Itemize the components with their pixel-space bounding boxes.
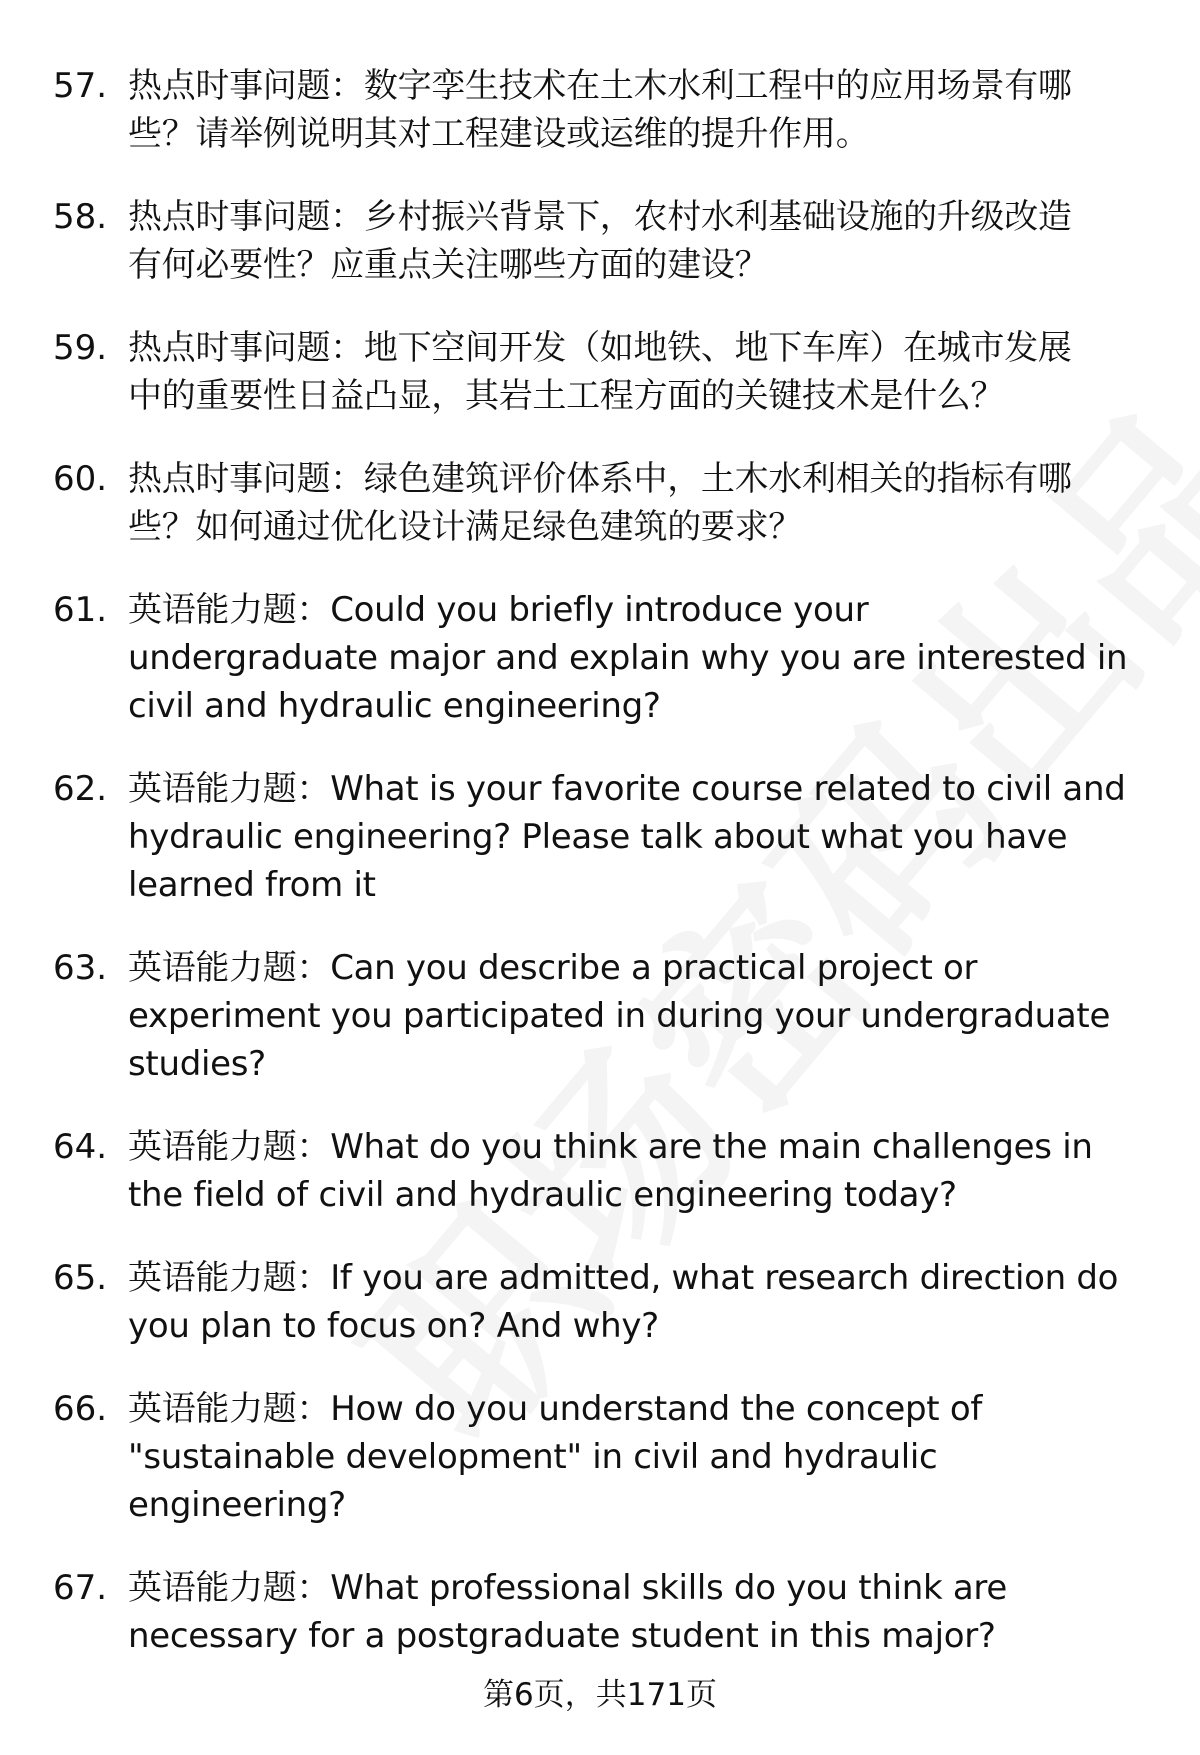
question-text (128, 1123, 1200, 1219)
question-item (0, 193, 1200, 289)
question-text-line: 英语能力题：What is your favorite course related to civil and (128, 769, 1126, 809)
question-text-line: 英语能力题：What professional skills do you think are (128, 1568, 1007, 1608)
question-text-line: 英语能力题：Could you briefly introduce your (128, 590, 869, 630)
question-item (0, 1385, 1200, 1529)
question-number: 61. (53, 590, 108, 630)
question-text-line: studies? (128, 1044, 266, 1084)
question-item (0, 1254, 1200, 1350)
question-number: 59. (53, 328, 108, 368)
question-text (128, 586, 1200, 730)
question-text-line: undergraduate major and explain why you are interested in (128, 638, 1128, 678)
question-item (0, 586, 1200, 730)
question-number: 62. (53, 769, 108, 809)
question-text-line: 中的重要性日益凸显，其岩土工程方面的关键技术是什么？ (128, 376, 1005, 416)
question-item (0, 455, 1200, 551)
question-item (0, 1564, 1200, 1660)
question-text-line: "sustainable development" in civil and hydraulic (128, 1437, 938, 1477)
question-text-line: 英语能力题：If you are admitted, what research direction do (128, 1258, 1119, 1298)
question-text-line: 英语能力题：How do you understand the concept of (128, 1389, 983, 1429)
question-text (128, 1254, 1200, 1350)
question-number: 60. (53, 459, 108, 499)
question-text-line: 热点时事问题：地下空间开发（如地铁、地下车库）在城市发展 (128, 328, 1072, 368)
question-text (128, 944, 1200, 1088)
question-text-line: the field of civil and hydraulic engineering today? (128, 1175, 957, 1215)
question-text-line: learned from it (128, 865, 376, 905)
question-item (0, 62, 1200, 158)
page-footer: 第6页，共171页 (483, 1677, 717, 1713)
question-text (128, 1385, 1200, 1529)
question-text-line: 些？请举例说明其对工程建设或运维的提升作用。 (128, 114, 870, 154)
question-text-line: hydraulic engineering? Please talk about what you have (128, 817, 1068, 857)
question-item (0, 944, 1200, 1088)
question-text-line: you plan to focus on? And why? (128, 1306, 659, 1346)
question-number: 66. (53, 1389, 108, 1429)
question-text (128, 455, 1200, 551)
question-text-line: 有何必要性？应重点关注哪些方面的建设？ (128, 245, 769, 285)
question-number: 64. (53, 1127, 108, 1167)
question-text (128, 1564, 1200, 1660)
question-number: 63. (53, 948, 108, 988)
question-text (128, 62, 1200, 158)
question-item (0, 765, 1200, 909)
question-text-line: experiment you participated in during your undergraduate (128, 996, 1111, 1036)
question-text (128, 324, 1200, 420)
question-text-line: necessary for a postgraduate student in this major? (128, 1616, 996, 1656)
question-text-line: engineering? (128, 1485, 346, 1525)
question-number: 67. (53, 1568, 108, 1608)
question-list (0, 62, 1200, 1695)
question-text-line: 些？如何通过优化设计满足绿色建筑的要求？ (128, 507, 802, 547)
question-text (128, 765, 1200, 909)
question-text-line: civil and hydraulic engineering? (128, 686, 661, 726)
question-number: 65. (53, 1258, 108, 1298)
question-item (0, 324, 1200, 420)
question-item (0, 1123, 1200, 1219)
question-text-line: 热点时事问题：绿色建筑评价体系中，土木水利相关的指标有哪 (128, 459, 1072, 499)
question-text-line: 英语能力题：Can you describe a practical project or (128, 948, 978, 988)
question-text-line: 英语能力题：What do you think are the main challenges in (128, 1127, 1093, 1167)
question-text (128, 193, 1200, 289)
question-number: 57. (53, 66, 108, 106)
question-text-line: 热点时事问题：数字孪生技术在土木水利工程中的应用场景有哪 (128, 66, 1072, 106)
question-text-line: 热点时事问题：乡村振兴背景下，农村水利基础设施的升级改造 (128, 197, 1072, 237)
question-number: 58. (53, 197, 108, 237)
